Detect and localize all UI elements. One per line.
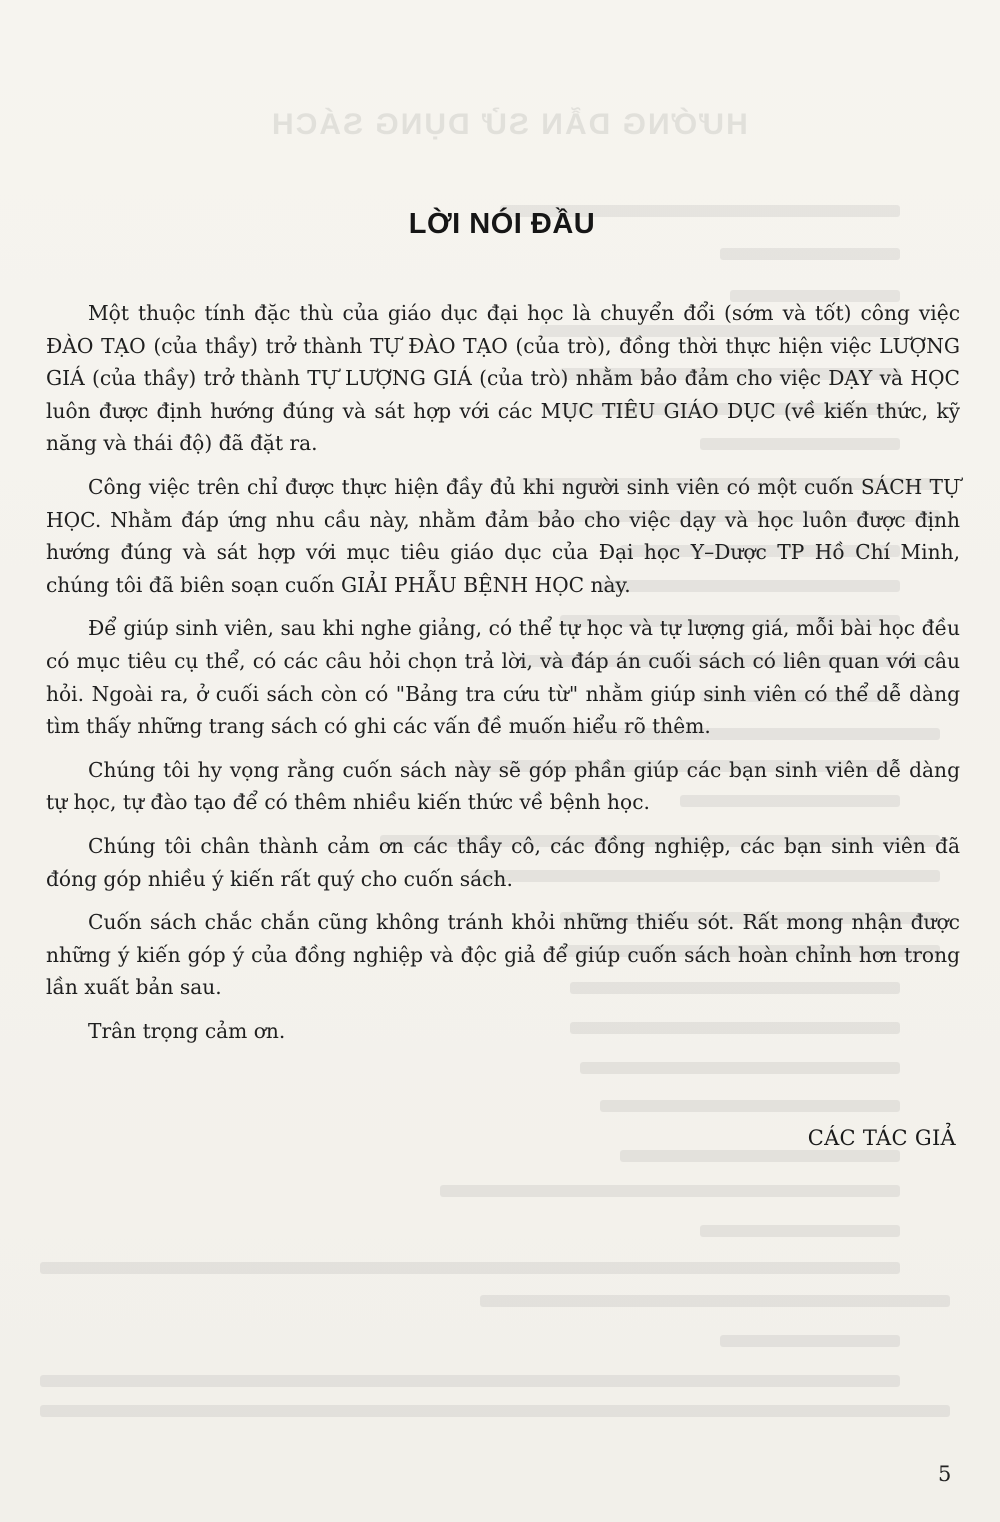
preface-body (46, 297, 960, 1058)
paragraph: Chúng tôi chân thành cảm ơn các thầy cô, các đồng nghiệp, các bạn sinh viên đã đóng góp nhiều ý kiến rất quý cho cuốn sách. (46, 833, 960, 891)
paragraph: Chúng tôi hy vọng rằng cuốn sách này sẽ góp phần giúp các bạn sinh viên dễ dàng tự học, tự đào tạo để có thêm nhiều kiến thức về bệnh học. (46, 757, 960, 815)
author-signature: CÁC TÁC GIẢ (807, 1126, 956, 1150)
paragraph: Một thuộc tính đặc thù của giáo dục đại học là chuyển đổi (sớm và tốt) công việc ĐÀO TẠO (của thầy) trở thành TỰ ĐÀO TẠO (của trò), đồng thời thực hiện việc LƯỢNG GIÁ (của thầy) trở thành TỰ LƯỢNG GIÁ (của trò) nhằm bảo đảm cho việc DẠY và HỌC luôn được định hướng đúng và sát hợp với các MỤC TIÊU GIÁO DỤC (về kiến thức, kỹ năng và thái độ) đã đặt ra. (46, 301, 960, 456)
page-title: LỜI NÓI ĐẦU (408, 208, 596, 240)
show-through-heading: HƯỚNG DẪN SỬ DỤNG SÁCH (270, 108, 748, 141)
paragraph: Để giúp sinh viên, sau khi nghe giảng, có thể tự học và tự lượng giá, mỗi bài học đều có mục tiêu cụ thể, có các câu hỏi chọn trả lời, và đáp án cuối sách có liên quan với câu hỏi. Ngoài ra, ở cuối sách còn có "Bảng tra cứu từ" nhằm giúp sinh viên có thể dễ dàng tìm thấy những trang sách có ghi các vấn đề muốn hiểu rõ thêm. (46, 616, 960, 739)
paragraph: Cuốn sách chắc chắn cũng không tránh khỏi những thiếu sót. Rất mong nhận được những ý kiến góp ý của đồng nghiệp và độc giả để giúp cuốn sách hoàn chỉnh hơn trong lần xuất bản sau. (46, 910, 960, 1000)
closing-line: Trân trọng cảm ơn. (88, 1018, 286, 1043)
paragraph: Công việc trên chỉ được thực hiện đầy đủ khi người sinh viên có một cuốn SÁCH TỰ HỌC. Nhằm đáp ứng nhu cầu này, nhằm đảm bảo cho việc dạy và học luôn được định hướng đúng và sát hợp với mục tiêu giáo dục của Đại học Y–Dược TP Hồ Chí Minh, chúng tôi đã biên soạn cuốn GIẢI PHẪU BỆNH HỌC này. (46, 474, 960, 597)
page-number: 5 (938, 1462, 952, 1486)
